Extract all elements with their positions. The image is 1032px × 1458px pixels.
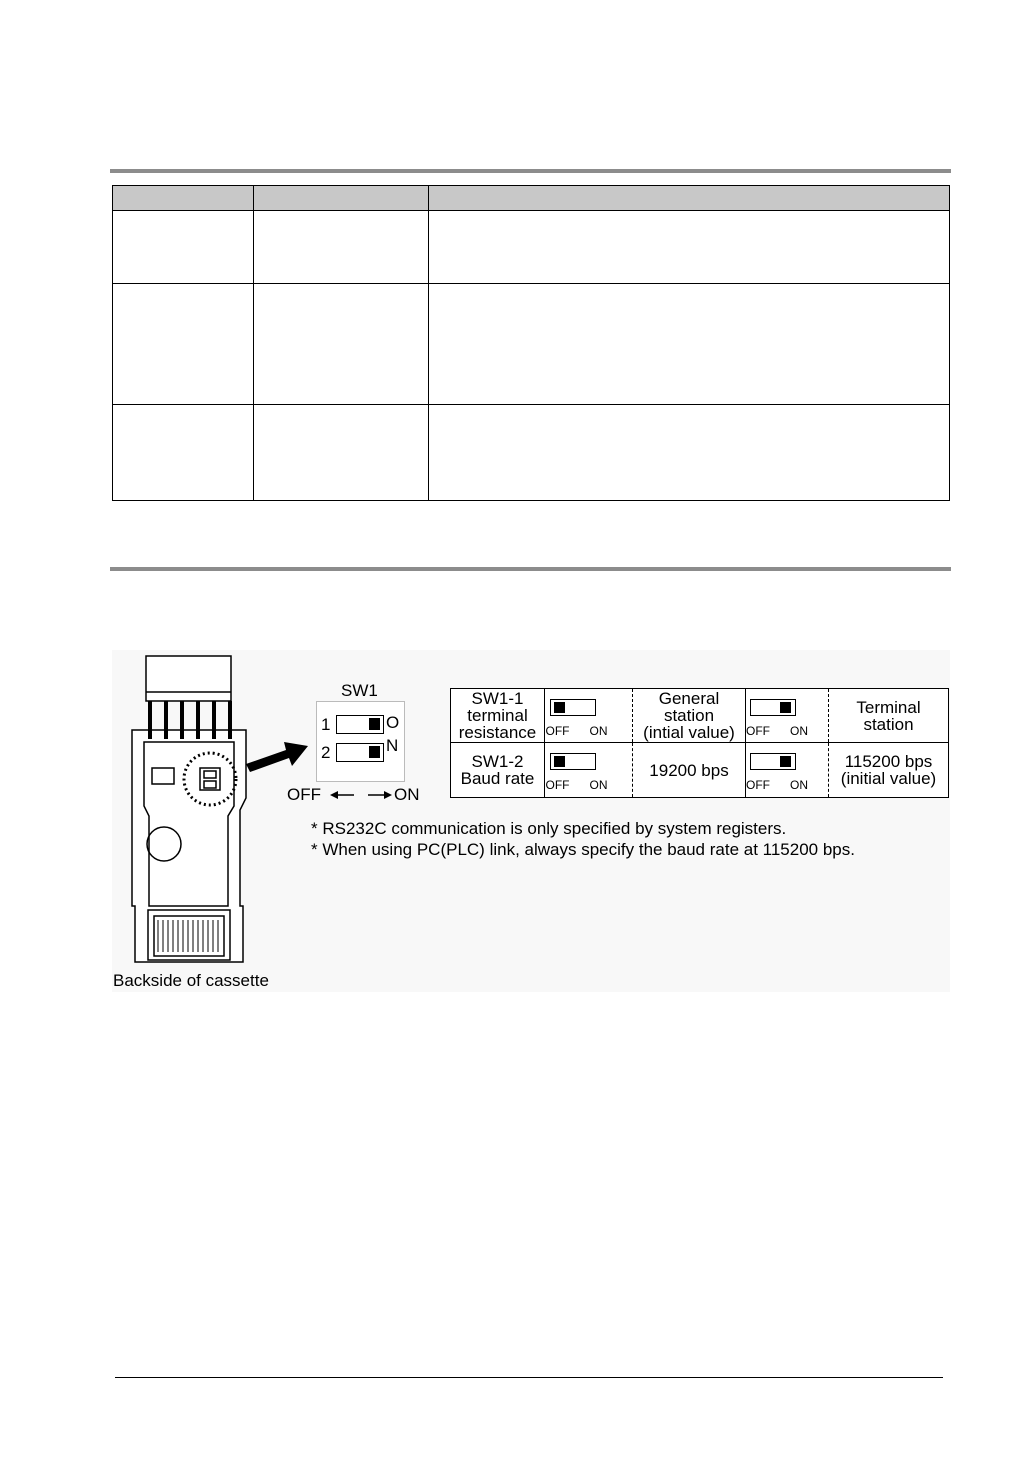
toggle-off-label: OFF	[746, 723, 770, 738]
section-rule-middle	[110, 567, 951, 571]
table-row	[113, 211, 950, 284]
sw1-title: SW1	[341, 681, 378, 700]
toggle-off-label: OFF	[545, 723, 570, 738]
table-cell	[429, 284, 950, 405]
section-rule-top	[110, 169, 951, 173]
toggle-on-label: ON	[589, 723, 608, 738]
pointer-arrow-icon	[244, 740, 312, 776]
note-plc-link: * When using PC(PLC) link, always specify the baud rate at 115200 bps.	[311, 840, 855, 859]
sw1-1-name-line: resistance	[458, 723, 537, 742]
on-letter-n: N	[386, 736, 399, 755]
off-direction-label: OFF	[287, 785, 321, 804]
table-cell	[113, 284, 254, 405]
sw1-2-on-toggle-cell	[746, 743, 829, 798]
sw1-2-off-toggle-cell	[545, 743, 633, 798]
on-letter-o: O	[386, 713, 400, 732]
switch-number-1: 1	[321, 715, 331, 734]
switch-settings-table	[450, 688, 949, 798]
sw1-1-name-line: SW1-1	[471, 689, 524, 708]
setting-line: Terminal	[856, 697, 921, 717]
switch-knob-1	[369, 718, 380, 730]
cassette-backside-illustration	[112, 650, 312, 968]
setting-line: (initial value)	[840, 769, 937, 788]
sw1-1-off-toggle-cell	[545, 689, 633, 743]
table-cell	[113, 211, 254, 284]
sw1-1-on-toggle-cell	[746, 689, 829, 743]
sw1-2-name-line: Baud rate	[460, 769, 535, 788]
right-arrow-icon	[366, 788, 392, 802]
toggle-on-diagram	[746, 693, 832, 739]
footer-rule	[115, 1377, 943, 1378]
table-header-cell	[254, 186, 429, 211]
switch-knob-2	[369, 746, 380, 758]
setting-line: station	[663, 706, 715, 725]
table-row	[113, 284, 950, 405]
switch-number-2: 2	[321, 743, 331, 762]
table-header-row	[113, 186, 950, 211]
sw1-1-name-line: terminal	[467, 706, 528, 725]
setting-line: General	[658, 689, 720, 708]
toggle-on-diagram	[746, 747, 832, 793]
left-arrow-icon	[330, 788, 356, 802]
toggle-off-label: OFF	[545, 778, 570, 792]
table-header-cell	[113, 186, 254, 211]
figure-caption: Backside of cassette	[113, 971, 269, 990]
on-direction-label: ON	[394, 785, 420, 804]
table-row	[113, 405, 950, 501]
toggle-on-label: ON	[589, 778, 608, 792]
table-row	[451, 743, 949, 798]
sw1-1-on-setting-cell	[829, 689, 949, 743]
table-header-cell	[429, 186, 950, 211]
table-row	[451, 689, 949, 743]
toggle-on-label: ON	[790, 723, 808, 738]
setting-line: 115200 bps	[844, 752, 933, 771]
note-rs232c: * RS232C communication is only specified by system registers.	[311, 819, 787, 838]
table-cell	[254, 284, 429, 405]
spec-table	[112, 185, 950, 501]
table-cell	[429, 405, 950, 501]
toggle-on-label: ON	[790, 778, 808, 792]
toggle-off-diagram	[546, 747, 632, 793]
table-cell	[254, 405, 429, 501]
sw1-1-name-cell	[451, 689, 545, 743]
setting-line: 19200 bps	[649, 760, 729, 780]
sw1-2-on-setting-cell	[829, 743, 949, 798]
setting-line: (intial value)	[643, 723, 735, 742]
table-cell	[254, 211, 429, 284]
sw1-2-name-line: SW1-2	[471, 752, 524, 771]
sw1-2-name-cell	[451, 743, 545, 798]
toggle-off-label: OFF	[746, 778, 770, 792]
toggle-off-diagram	[546, 693, 632, 739]
table-cell	[429, 211, 950, 284]
sw1-1-off-setting-cell	[633, 689, 746, 743]
setting-line: station	[863, 714, 914, 734]
sw1-2-off-setting-cell	[633, 743, 746, 798]
table-cell	[113, 405, 254, 501]
